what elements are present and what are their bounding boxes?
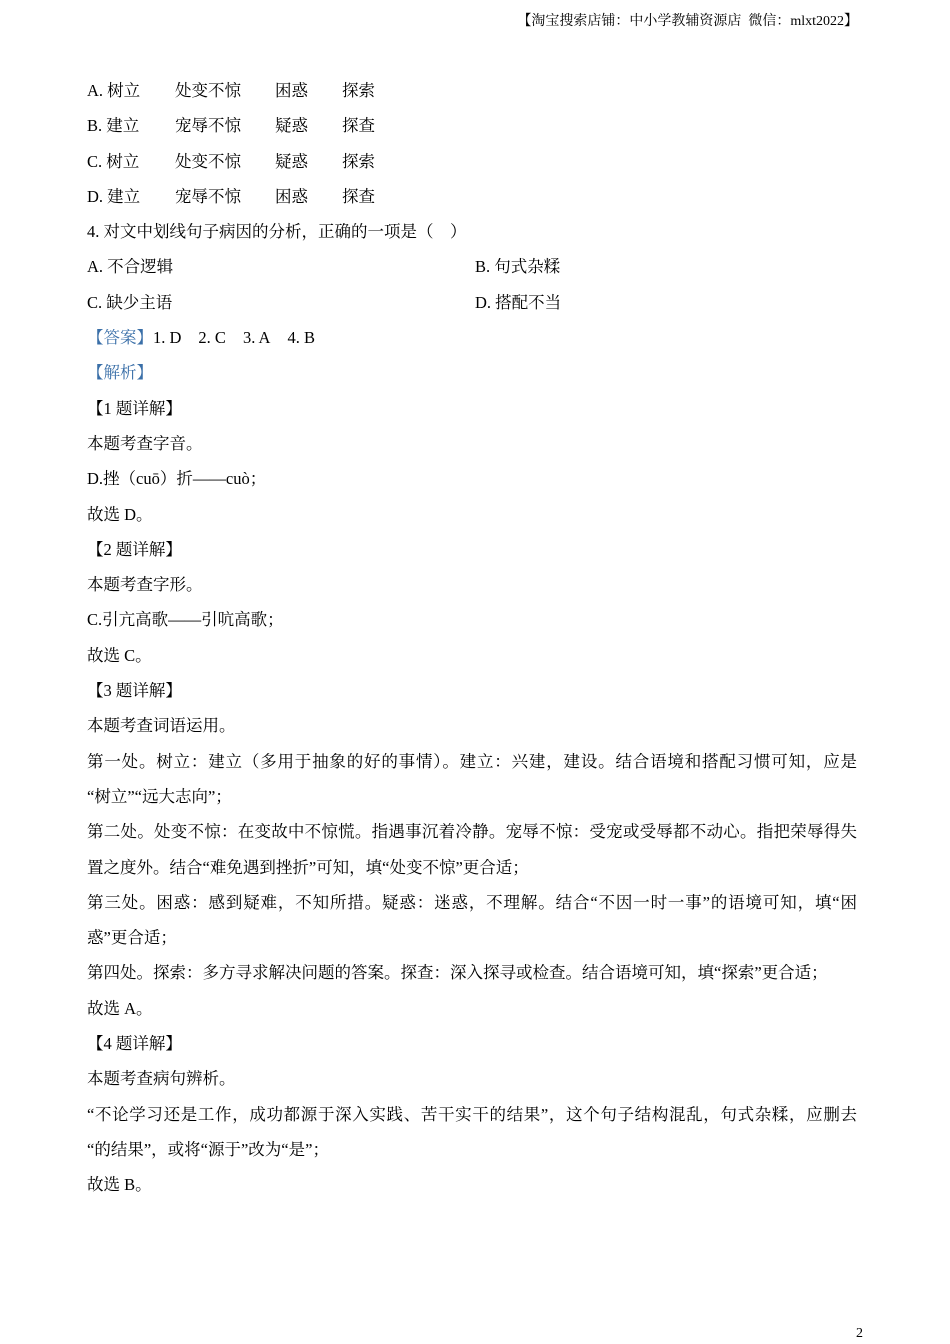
answer-item: 3. A — [242, 328, 271, 348]
paragraph-line: 故选 A。 — [87, 998, 153, 1018]
paragraph-line: “树立”“远大志向”； — [87, 786, 232, 806]
option-cell: A. 树立 — [87, 81, 141, 100]
option-cell: 探查 — [342, 116, 375, 136]
paragraph-line: 故选 C。 — [87, 645, 152, 665]
q3-option-row-b — [87, 108, 857, 143]
section-title: 【2 题详解】 — [87, 539, 182, 559]
paragraph-line: 惑”更合适； — [87, 928, 177, 948]
paragraph-line: 置之度外。结合“难免遇到挫折”可知，填“处变不惊”更合适； — [87, 857, 529, 877]
section-title: 【1 题详解】 — [87, 398, 182, 418]
option-cell: 困惑 — [275, 81, 308, 100]
q4-option-d: D. 搭配不当 — [475, 292, 562, 312]
option-cell: C. 树立 — [87, 151, 140, 171]
paragraph-line: 第三处。困惑：感到疑难，不知所措。疑惑：迷惑，不理解。结合“不因一时一事”的语境可知，填“困 — [87, 892, 857, 912]
page-header: 【淘宝搜索店铺：中小学教辅资源店 微信：mlxt2022】 — [517, 14, 858, 29]
paragraph-line: 故选 D。 — [87, 504, 153, 524]
answer-item: 4. B — [287, 328, 315, 348]
q4-stem: 4. 对文中划线句子病因的分析，正确的一项是（ ） — [87, 222, 467, 242]
answer-line — [87, 320, 857, 355]
page-content — [87, 73, 857, 1203]
option-cell: 宠辱不惊 — [175, 116, 241, 136]
paragraph-line: 本题考查字音。 — [87, 433, 203, 453]
analysis-label: 【解析】 — [87, 363, 153, 383]
option-cell: 疑惑 — [275, 151, 308, 171]
paragraph-line: C.引亢高歌——引吭高歌； — [87, 610, 284, 630]
answer-label: 【答案】 — [87, 328, 153, 348]
paragraph-line: 本题考查病句辨析。 — [87, 1069, 236, 1089]
q3-option-row-c — [87, 144, 857, 179]
option-cell: D. 建立 — [87, 186, 141, 206]
paragraph-line: “不论学习还是工作，成功都源于深入实践、苦干实干的结果”，这个句子结构混乱，句式杂糅，应删去 — [87, 1104, 857, 1124]
paragraph-line: 第一处。树立：建立（多用于抽象的好的事情）。建立：兴建，建设。结合语境和搭配习惯可知，应是 — [87, 751, 857, 771]
option-cell: 疑惑 — [275, 116, 308, 136]
paragraph-line: “的结果”，或将“源于”改为“是”； — [87, 1139, 329, 1159]
option-cell: B. 建立 — [87, 116, 140, 136]
section-title: 【3 题详解】 — [87, 681, 182, 701]
option-cell: 宠辱不惊 — [175, 186, 241, 206]
option-cell: 探索 — [342, 81, 375, 100]
option-cell: 困惑 — [275, 186, 308, 206]
q4-option-a: A. 不合逻辑 — [87, 257, 174, 277]
paragraph-line: 本题考查字形。 — [87, 575, 203, 595]
q3-option-row-a — [87, 73, 857, 108]
answer-item: 2. C — [198, 328, 226, 348]
paragraph-line: D.挫（cuō）折——cuò； — [87, 469, 267, 489]
q4-option-b: B. 句式杂糅 — [475, 257, 561, 277]
q4-option-row — [87, 249, 857, 284]
option-cell: 探索 — [342, 151, 375, 171]
q3-option-row-d — [87, 179, 857, 214]
paragraph-line: 故选 B。 — [87, 1175, 152, 1195]
option-cell: 处变不惊 — [175, 151, 241, 171]
q4-option-c: C. 缺少主语 — [87, 292, 173, 312]
paragraph-line: 本题考查词语运用。 — [87, 716, 236, 736]
q4-option-row — [87, 285, 857, 320]
section-title: 【4 题详解】 — [87, 1034, 182, 1054]
page-number: 2 — [856, 1326, 863, 1341]
paragraph-line: 第二处。处变不惊：在变故中不惊慌。指遇事沉着冷静。宠辱不惊：受宠或受辱都不动心。指把荣辱得失 — [87, 822, 857, 842]
option-cell: 探查 — [342, 186, 375, 206]
paragraph-line: 第四处。探索：多方寻求解决问题的答案。探查：深入探寻或检查。结合语境可知，填“探索”更合适； — [87, 963, 828, 983]
answer-item: 1. D — [153, 328, 182, 348]
option-cell: 处变不惊 — [175, 81, 241, 100]
